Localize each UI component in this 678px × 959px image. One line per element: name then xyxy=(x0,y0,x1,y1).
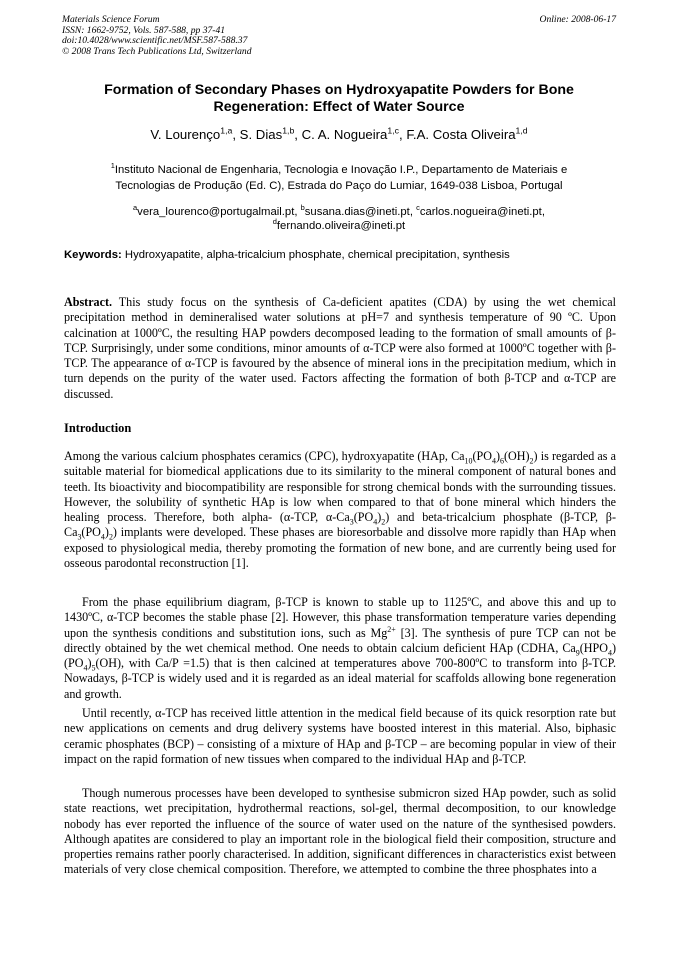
email-address[interactable]: susana.dias@ineti.pt xyxy=(304,206,410,218)
author-name: F.A. Costa Oliveira xyxy=(406,127,516,142)
author-list: V. Lourenço$^{1,a}$, S. Dias$^{1,b}$, C. A. Nogueira$^{1,c}$, F.A. Costa Oliveira$^{1,d}$ xyxy=(150,125,528,142)
affil-line-2: Tecnologias de Produção (Ed. C), Estrada do Paço do Lumiar, 1649-038 Lisboa, Portugal xyxy=(115,179,563,192)
email-list: $^a$vera_lourenco@portugalmail.pt, $^b$susana.dias@ineti.pt, $^c$carlos.nogueira@ineti.pt, $^d$fernando.oliveira@ineti.pt xyxy=(133,203,545,232)
keywords-label: Keywords: xyxy=(64,249,122,261)
author-name: C. A. Nogueira xyxy=(301,127,388,142)
affil-mark: 1 xyxy=(110,161,115,171)
online-date: Online: 2008-06-17 xyxy=(539,14,616,25)
paragraph-4: Though numerous processes have been developed to synthesise submicron sized HAp powder, such as solid state reactions, wet precipitation, hydrothermal reactions, sol-gel, thermal decomposition, to our knowledge nobody has ever reported the influence of the source of water used on the nature of the synthesised powders. Although apatites are considered to play an important role in the biological field their composition, structure and properties remains rather poorly characterised. In addition, significant differences in characteristics exist between materials of very close chemical composition. Therefore, we attempted to combine the three phosphates into a xyxy=(64,786,616,877)
abstract-text: This study focus on the synthesis of Ca-deficient apatites (CDA) by using the wet chemical precipitation method in demineralised water solutions at pH=7 and synthesis temperature of 90 ºC. Upon calcination at 1000ºC, the resulting HAP powders decomposed leading to the formation of small amounts of β-TCP. Surprisingly, under some conditions, minor amounts of α-TCP were also formed at 1000ºC together with β-TCP. The appearance of α-TCP is favoured by the absence of mineral ions in the precipitation medium, which in turn depends on the purity of the water used. Factors affecting the formation of both β-TCP and α-TCP are discussed. xyxy=(64,295,616,401)
author-affil-mark: 1,b xyxy=(282,125,295,136)
journal-name: Materials Science Forum xyxy=(62,14,160,25)
affil-line-1: Instituto Nacional de Engenharia, Tecnologia e Inovação I.P., Departamento de Materiais e xyxy=(114,164,568,176)
issn-line: ISSN: 1662-9752, Vols. 587-588, pp 37-41 xyxy=(62,24,226,36)
paragraph-2: From the phase equilibrium diagram, β-TCP is known to stable up to 1125ºC, and above this and up to 1430ºC, α-TCP becomes the stable phase [2]. However, this phase transformation temperature varies depending upon the synthesis conditions and substitution ions, such as $Mg^{2+}$ [3]. The synthesis of pure TCP can not be directly obtained by the wet chemical method. One needs to obtain calcium deficient HAp (CDHA, $Ca_9(HPO_4)(PO_4)_5(OH)$, with Ca/P =1.5) that is then calcined at temperatures above 700-800ºC to transform into β-TCP. Nowadays, β-TCP is widely used and it is regarded as an ideal material for scaffolds allowing bone regeneration and growth. xyxy=(64,595,616,701)
doi-line: doi:10.4028/www.scientific.net/MSF.587-588.37 xyxy=(62,35,248,47)
email-mark: b xyxy=(300,203,305,213)
copyright-line: © 2008 Trans Tech Publications Ltd, Switzerland xyxy=(62,45,252,57)
email-mark: a xyxy=(133,203,138,213)
author-affil-mark: 1,c xyxy=(387,125,400,136)
author-affil-mark: 1,d xyxy=(515,125,528,136)
email-mark: d xyxy=(272,217,277,227)
author-name: S. Dias xyxy=(239,127,283,142)
affiliation xyxy=(62,163,616,194)
paragraph-3: Until recently, α-TCP has received little attention in the medical field because of its quick resorption rate but new applications on cements and drug delivery systems have boosted interest in this material. Also, biphasic ceramic phosphates (BCP) – consisting of a mixture of HAp and β-TCP – are becoming popular in view of their impact on the rapid formation of new tissues when compared to the individual HAp and β-TCP. xyxy=(64,706,616,766)
author-name: V. Lourenço xyxy=(150,127,221,142)
email-mark: c xyxy=(416,203,420,213)
journal-header xyxy=(62,15,616,57)
section-title: Introduction xyxy=(64,421,132,435)
keywords xyxy=(64,249,618,261)
paragraph-1: Among the various calcium phosphates ceramics (CPC), hydroxyapatite (HAp, $Ca_{10}(PO_4)_6(OH)_2$) is regarded as a suitable material for biomedical applications due to its similarity to the mineral component of natural bones and teeth. Its bioactivity and biocompatibility are responsible for strong chemical bonds with the surrounding tissues. However, the solubility of synthetic HAp is low when compared to that of bone mineral which hinders the healing process. Therefore, both alpha- (α-TCP, $\alpha-Ca_3(PO_4)_2$) and beta-tricalcium phosphate (β-TCP, $\beta-Ca_3(PO_4)_2$) implants were developed. These phases are bioresorbable and dissolve more rapidly than HAp when exposed to physiological media, thereby promoting the formation of new bone, and are currently being used for osseous parodontal reconstruction [1]. xyxy=(64,449,616,571)
abstract-label: Abstract. xyxy=(64,295,113,309)
email-address[interactable]: fernando.oliveira@ineti.pt xyxy=(276,220,406,232)
email-address[interactable]: vera_lourenco@portugalmail.pt xyxy=(137,206,295,218)
abstract xyxy=(64,295,616,402)
paper-title: Formation of Secondary Phases on Hydroxyapatite Powders for Bone Regeneration: Effect of Water Source xyxy=(104,82,574,115)
email-address[interactable]: carlos.nogueira@ineti.pt xyxy=(419,206,542,218)
keywords-text: Hydroxyapatite, alpha-tricalcium phosphate, chemical precipitation, synthesis xyxy=(124,249,510,261)
author-affil-mark: 1,a xyxy=(220,125,233,136)
